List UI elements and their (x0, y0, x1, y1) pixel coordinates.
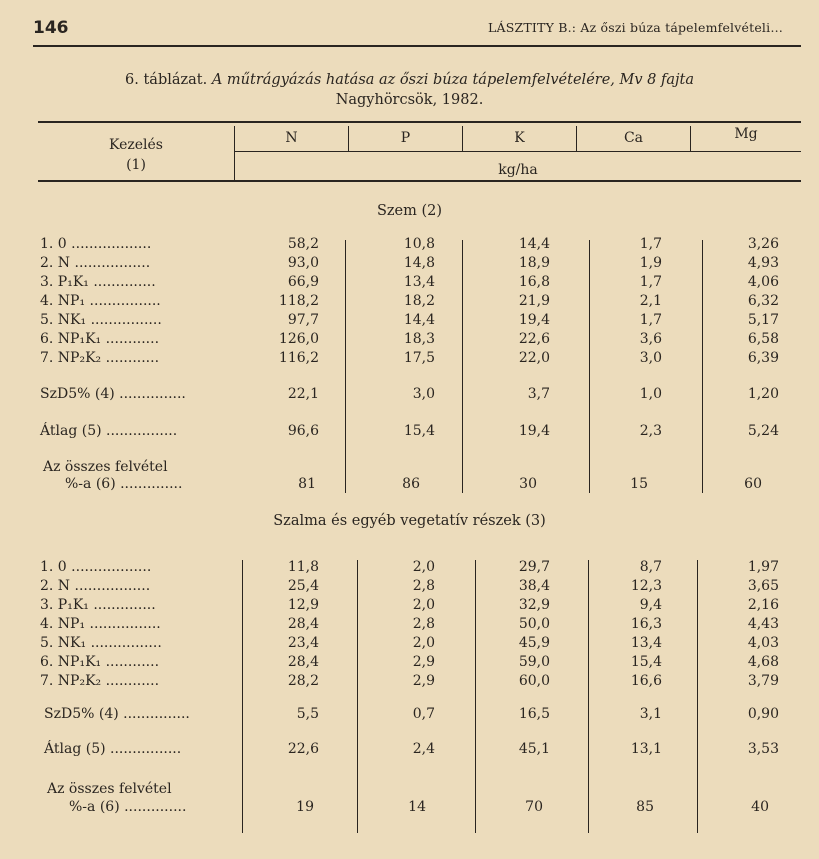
cell-n: 66,9 (287, 274, 319, 290)
cell-k: 50,0 (518, 616, 550, 632)
total-row (0, 799, 819, 817)
cell-k: 16,8 (518, 274, 550, 290)
col-header-mg: Mg (734, 126, 758, 142)
total-label-line2: %-a (6) .............. (69, 799, 187, 815)
caption-line2: Nagyhörcsök, 1982. (335, 92, 484, 108)
cell-k: 70 (525, 799, 543, 815)
cell-ca: 2,3 (639, 423, 662, 439)
cell-ca: 13,4 (630, 635, 662, 651)
total-label-line1: Az összes felvétel (43, 459, 168, 475)
cell-p: 2,0 (412, 597, 435, 613)
cell-n: 11,8 (287, 559, 319, 575)
cell-p: 15,4 (403, 423, 435, 439)
cell-ca: 3,1 (639, 706, 662, 722)
cell-p: 0,7 (412, 706, 435, 722)
row-label: 1. 0 .................. (40, 236, 152, 252)
cell-p: 14 (408, 799, 426, 815)
cell-n: 28,2 (287, 673, 319, 689)
row-label: 1. 0 .................. (40, 559, 152, 575)
table-row (0, 616, 819, 634)
cell-ca: 3,6 (639, 331, 662, 347)
col-treatment-header: Kezelés (109, 137, 163, 153)
total-label-line1: Az összes felvétel (47, 781, 172, 797)
cell-p: 2,4 (412, 741, 435, 757)
cell-ca: 1,0 (639, 386, 662, 402)
col-treatment-note: (1) (126, 157, 146, 173)
cell-k: 22,0 (518, 350, 550, 366)
col-header-ca: Ca (623, 130, 644, 146)
table-row (0, 293, 819, 311)
cell-n: 25,4 (287, 578, 319, 594)
cell-n: 28,4 (287, 654, 319, 670)
unit-rule (235, 151, 801, 152)
cell-mg: 1,97 (747, 559, 779, 575)
cell-n: 97,7 (287, 312, 319, 328)
table-row (0, 635, 819, 653)
total-row (0, 476, 819, 494)
caption-prefix: 6. táblázat. (125, 72, 208, 88)
cell-k: 21,9 (518, 293, 550, 309)
table-row (0, 350, 819, 368)
cell-mg: 60 (744, 476, 762, 492)
cell-n: 58,2 (287, 236, 319, 252)
cell-mg: 4,03 (747, 635, 779, 651)
cell-k: 16,5 (518, 706, 550, 722)
cell-mg: 3,26 (747, 236, 779, 252)
cell-mg: 3,53 (747, 741, 779, 757)
cell-ca: 15,4 (630, 654, 662, 670)
cell-ca: 1,7 (639, 274, 662, 290)
table-top-rule (38, 121, 801, 123)
cell-ca: 16,6 (630, 673, 662, 689)
cell-k: 14,4 (518, 236, 550, 252)
table-row (0, 597, 819, 615)
row-label: 6. NP₁K₁ ............ (40, 654, 160, 670)
table-row (0, 673, 819, 691)
col-header-p: P (400, 130, 411, 146)
row-label: SzD5% (4) ............... (40, 386, 186, 402)
cell-p: 2,8 (412, 578, 435, 594)
page-number: 146 (33, 18, 69, 38)
header-bottom-rule (38, 180, 801, 182)
cell-n: 93,0 (287, 255, 319, 271)
section-title: Szalma és egyéb vegetatív részek (3) (273, 513, 546, 529)
col-header-n: N (285, 130, 298, 146)
cell-n: 5,5 (296, 706, 319, 722)
cell-ca: 13,1 (630, 741, 662, 757)
table-row (0, 578, 819, 596)
cell-n: 118,2 (278, 293, 319, 309)
cell-p: 14,8 (403, 255, 435, 271)
row-label: 5. NK₁ ................ (40, 635, 162, 651)
row-label: 3. P₁K₁ .............. (40, 274, 156, 290)
cell-k: 22,6 (518, 331, 550, 347)
table-row (0, 312, 819, 330)
lsd-row (0, 706, 819, 724)
cell-mg: 0,90 (747, 706, 779, 722)
cell-mg: 1,20 (747, 386, 779, 402)
cell-p: 13,4 (403, 274, 435, 290)
cell-k: 32,9 (518, 597, 550, 613)
cell-mg: 3,65 (747, 578, 779, 594)
cell-mg: 5,17 (747, 312, 779, 328)
header-rule (33, 45, 801, 47)
cell-p: 17,5 (403, 350, 435, 366)
cell-mg: 3,79 (747, 673, 779, 689)
col-header-k: K (514, 130, 525, 146)
cell-k: 45,1 (518, 741, 550, 757)
mean-row (0, 423, 819, 441)
cell-ca: 2,1 (639, 293, 662, 309)
table-caption (0, 72, 819, 88)
row-label: 4. NP₁ ................ (40, 293, 161, 309)
cell-ca: 3,0 (639, 350, 662, 366)
row-label: SzD5% (4) ............... (44, 706, 190, 722)
cell-mg: 4,06 (747, 274, 779, 290)
cell-k: 45,9 (518, 635, 550, 651)
cell-p: 18,3 (403, 331, 435, 347)
cell-ca: 85 (636, 799, 654, 815)
cell-ca: 15 (630, 476, 648, 492)
row-label: Átlag (5) ................ (44, 741, 182, 757)
row-label: 2. N ................. (40, 255, 151, 271)
cell-k: 59,0 (518, 654, 550, 670)
cell-mg: 6,58 (747, 331, 779, 347)
cell-p: 14,4 (403, 312, 435, 328)
cell-k: 18,9 (518, 255, 550, 271)
cell-mg: 40 (751, 799, 769, 815)
cell-ca: 1,7 (639, 236, 662, 252)
row-label: Átlag (5) ................ (40, 423, 178, 439)
cell-n: 22,1 (287, 386, 319, 402)
cell-p: 2,9 (412, 673, 435, 689)
cell-mg: 4,68 (747, 654, 779, 670)
cell-mg: 5,24 (747, 423, 779, 439)
table-row (0, 274, 819, 292)
cell-p: 86 (402, 476, 420, 492)
total-label-line2: %-a (6) .............. (65, 476, 183, 492)
cell-ca: 1,9 (639, 255, 662, 271)
cell-n: 12,9 (287, 597, 319, 613)
cell-ca: 9,4 (639, 597, 662, 613)
cell-ca: 12,3 (630, 578, 662, 594)
running-head: LÁSZTITY B.: Az őszi búza tápelemfelvételi… (488, 20, 784, 35)
cell-n: 126,0 (278, 331, 319, 347)
mean-row (0, 741, 819, 759)
cell-n: 81 (298, 476, 316, 492)
cell-mg: 2,16 (747, 597, 779, 613)
cell-n: 116,2 (278, 350, 319, 366)
row-label: 7. NP₂K₂ ............ (40, 350, 160, 366)
row-label: 3. P₁K₁ .............. (40, 597, 156, 613)
cell-mg: 4,43 (747, 616, 779, 632)
cell-p: 2,9 (412, 654, 435, 670)
cell-n: 28,4 (287, 616, 319, 632)
cell-ca: 16,3 (630, 616, 662, 632)
lsd-row (0, 386, 819, 404)
cell-mg: 6,32 (747, 293, 779, 309)
row-label: 5. NK₁ ................ (40, 312, 162, 328)
row-label: 4. NP₁ ................ (40, 616, 161, 632)
table-row (0, 331, 819, 349)
cell-k: 29,7 (518, 559, 550, 575)
cell-k: 60,0 (518, 673, 550, 689)
cell-k: 3,7 (527, 386, 550, 402)
cell-n: 22,6 (287, 741, 319, 757)
table-row (0, 654, 819, 672)
cell-n: 96,6 (287, 423, 319, 439)
cell-p: 2,0 (412, 635, 435, 651)
row-label: 6. NP₁K₁ ............ (40, 331, 160, 347)
unit-label: kg/ha (498, 162, 538, 178)
section-title: Szem (2) (376, 203, 443, 219)
cell-k: 38,4 (518, 578, 550, 594)
table-row (0, 236, 819, 254)
cell-ca: 1,7 (639, 312, 662, 328)
cell-p: 2,0 (412, 559, 435, 575)
cell-k: 19,4 (518, 423, 550, 439)
cell-k: 19,4 (518, 312, 550, 328)
cell-n: 19 (296, 799, 314, 815)
cell-p: 3,0 (412, 386, 435, 402)
cell-ca: 8,7 (639, 559, 662, 575)
table-row (0, 559, 819, 577)
caption-title: A műtrágyázás hatása az őszi búza tápelemfelvételére, Mv 8 fajta (211, 72, 694, 88)
cell-p: 18,2 (403, 293, 435, 309)
cell-p: 10,8 (403, 236, 435, 252)
cell-mg: 4,93 (747, 255, 779, 271)
cell-mg: 6,39 (747, 350, 779, 366)
table-row (0, 255, 819, 273)
cell-n: 23,4 (287, 635, 319, 651)
cell-k: 30 (519, 476, 537, 492)
row-label: 7. NP₂K₂ ............ (40, 673, 160, 689)
row-label: 2. N ................. (40, 578, 151, 594)
cell-p: 2,8 (412, 616, 435, 632)
